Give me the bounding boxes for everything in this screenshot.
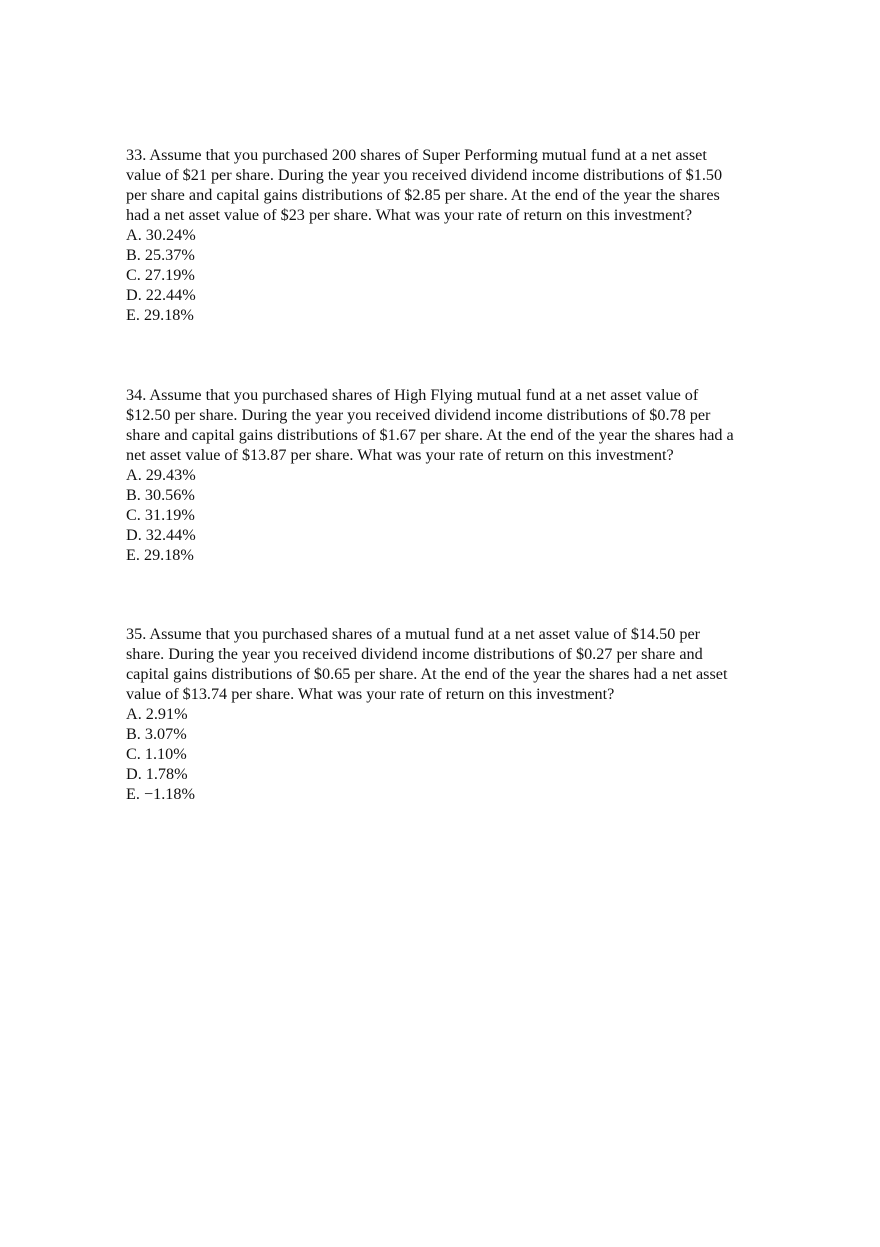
- option-c: C. 31.19%: [126, 506, 195, 524]
- stem-line: net asset value of $13.87 per share. What was your rate of return on this investment?: [126, 446, 674, 464]
- option-d: D. 32.44%: [126, 526, 196, 544]
- question-35: [126, 624, 786, 804]
- option-e: E. −1.18%: [126, 785, 195, 803]
- stem-line: $12.50 per share. During the year you received dividend income distributions of $0.78 per: [126, 406, 711, 424]
- stem-line: value of $21 per share. During the year you received dividend income distributions of $1.50: [126, 166, 723, 184]
- option-c: C. 1.10%: [126, 745, 187, 763]
- option-b: B. 25.37%: [126, 246, 195, 264]
- stem-line: had a net asset value of $23 per share. What was your rate of return on this investment?: [126, 206, 693, 224]
- option-c: C. 27.19%: [126, 266, 195, 284]
- stem-line: capital gains distributions of $0.65 per share. At the end of the year the shares had a net asset: [126, 665, 728, 683]
- question-stem: [126, 145, 786, 225]
- stem-line: 35. Assume that you purchased shares of a mutual fund at a net asset value of $14.50 per: [126, 625, 701, 643]
- option-e: E. 29.18%: [126, 546, 194, 564]
- stem-line: 33. Assume that you purchased 200 shares of Super Performing mutual fund at a net asset: [126, 146, 707, 164]
- option-d: D. 1.78%: [126, 765, 188, 783]
- option-a: A. 30.24%: [126, 226, 196, 244]
- answer-options: [126, 465, 786, 565]
- stem-line: share. During the year you received dividend income distributions of $0.27 per share and: [126, 645, 703, 663]
- question-33: [126, 145, 786, 325]
- option-b: B. 30.56%: [126, 486, 195, 504]
- question-34: [126, 385, 786, 565]
- stem-line: share and capital gains distributions of $1.67 per share. At the end of the year the shares had a: [126, 426, 734, 444]
- question-stem: [126, 624, 786, 704]
- answer-options: [126, 704, 786, 804]
- stem-line: value of $13.74 per share. What was your rate of return on this investment?: [126, 685, 615, 703]
- option-b: B. 3.07%: [126, 725, 187, 743]
- option-e: E. 29.18%: [126, 306, 194, 324]
- option-d: D. 22.44%: [126, 286, 196, 304]
- answer-options: [126, 225, 786, 325]
- option-a: A. 29.43%: [126, 466, 196, 484]
- stem-line: 34. Assume that you purchased shares of High Flying mutual fund at a net asset value of: [126, 386, 699, 404]
- option-a: A. 2.91%: [126, 705, 188, 723]
- question-stem: [126, 385, 786, 465]
- stem-line: per share and capital gains distributions of $2.85 per share. At the end of the year the shares: [126, 186, 720, 204]
